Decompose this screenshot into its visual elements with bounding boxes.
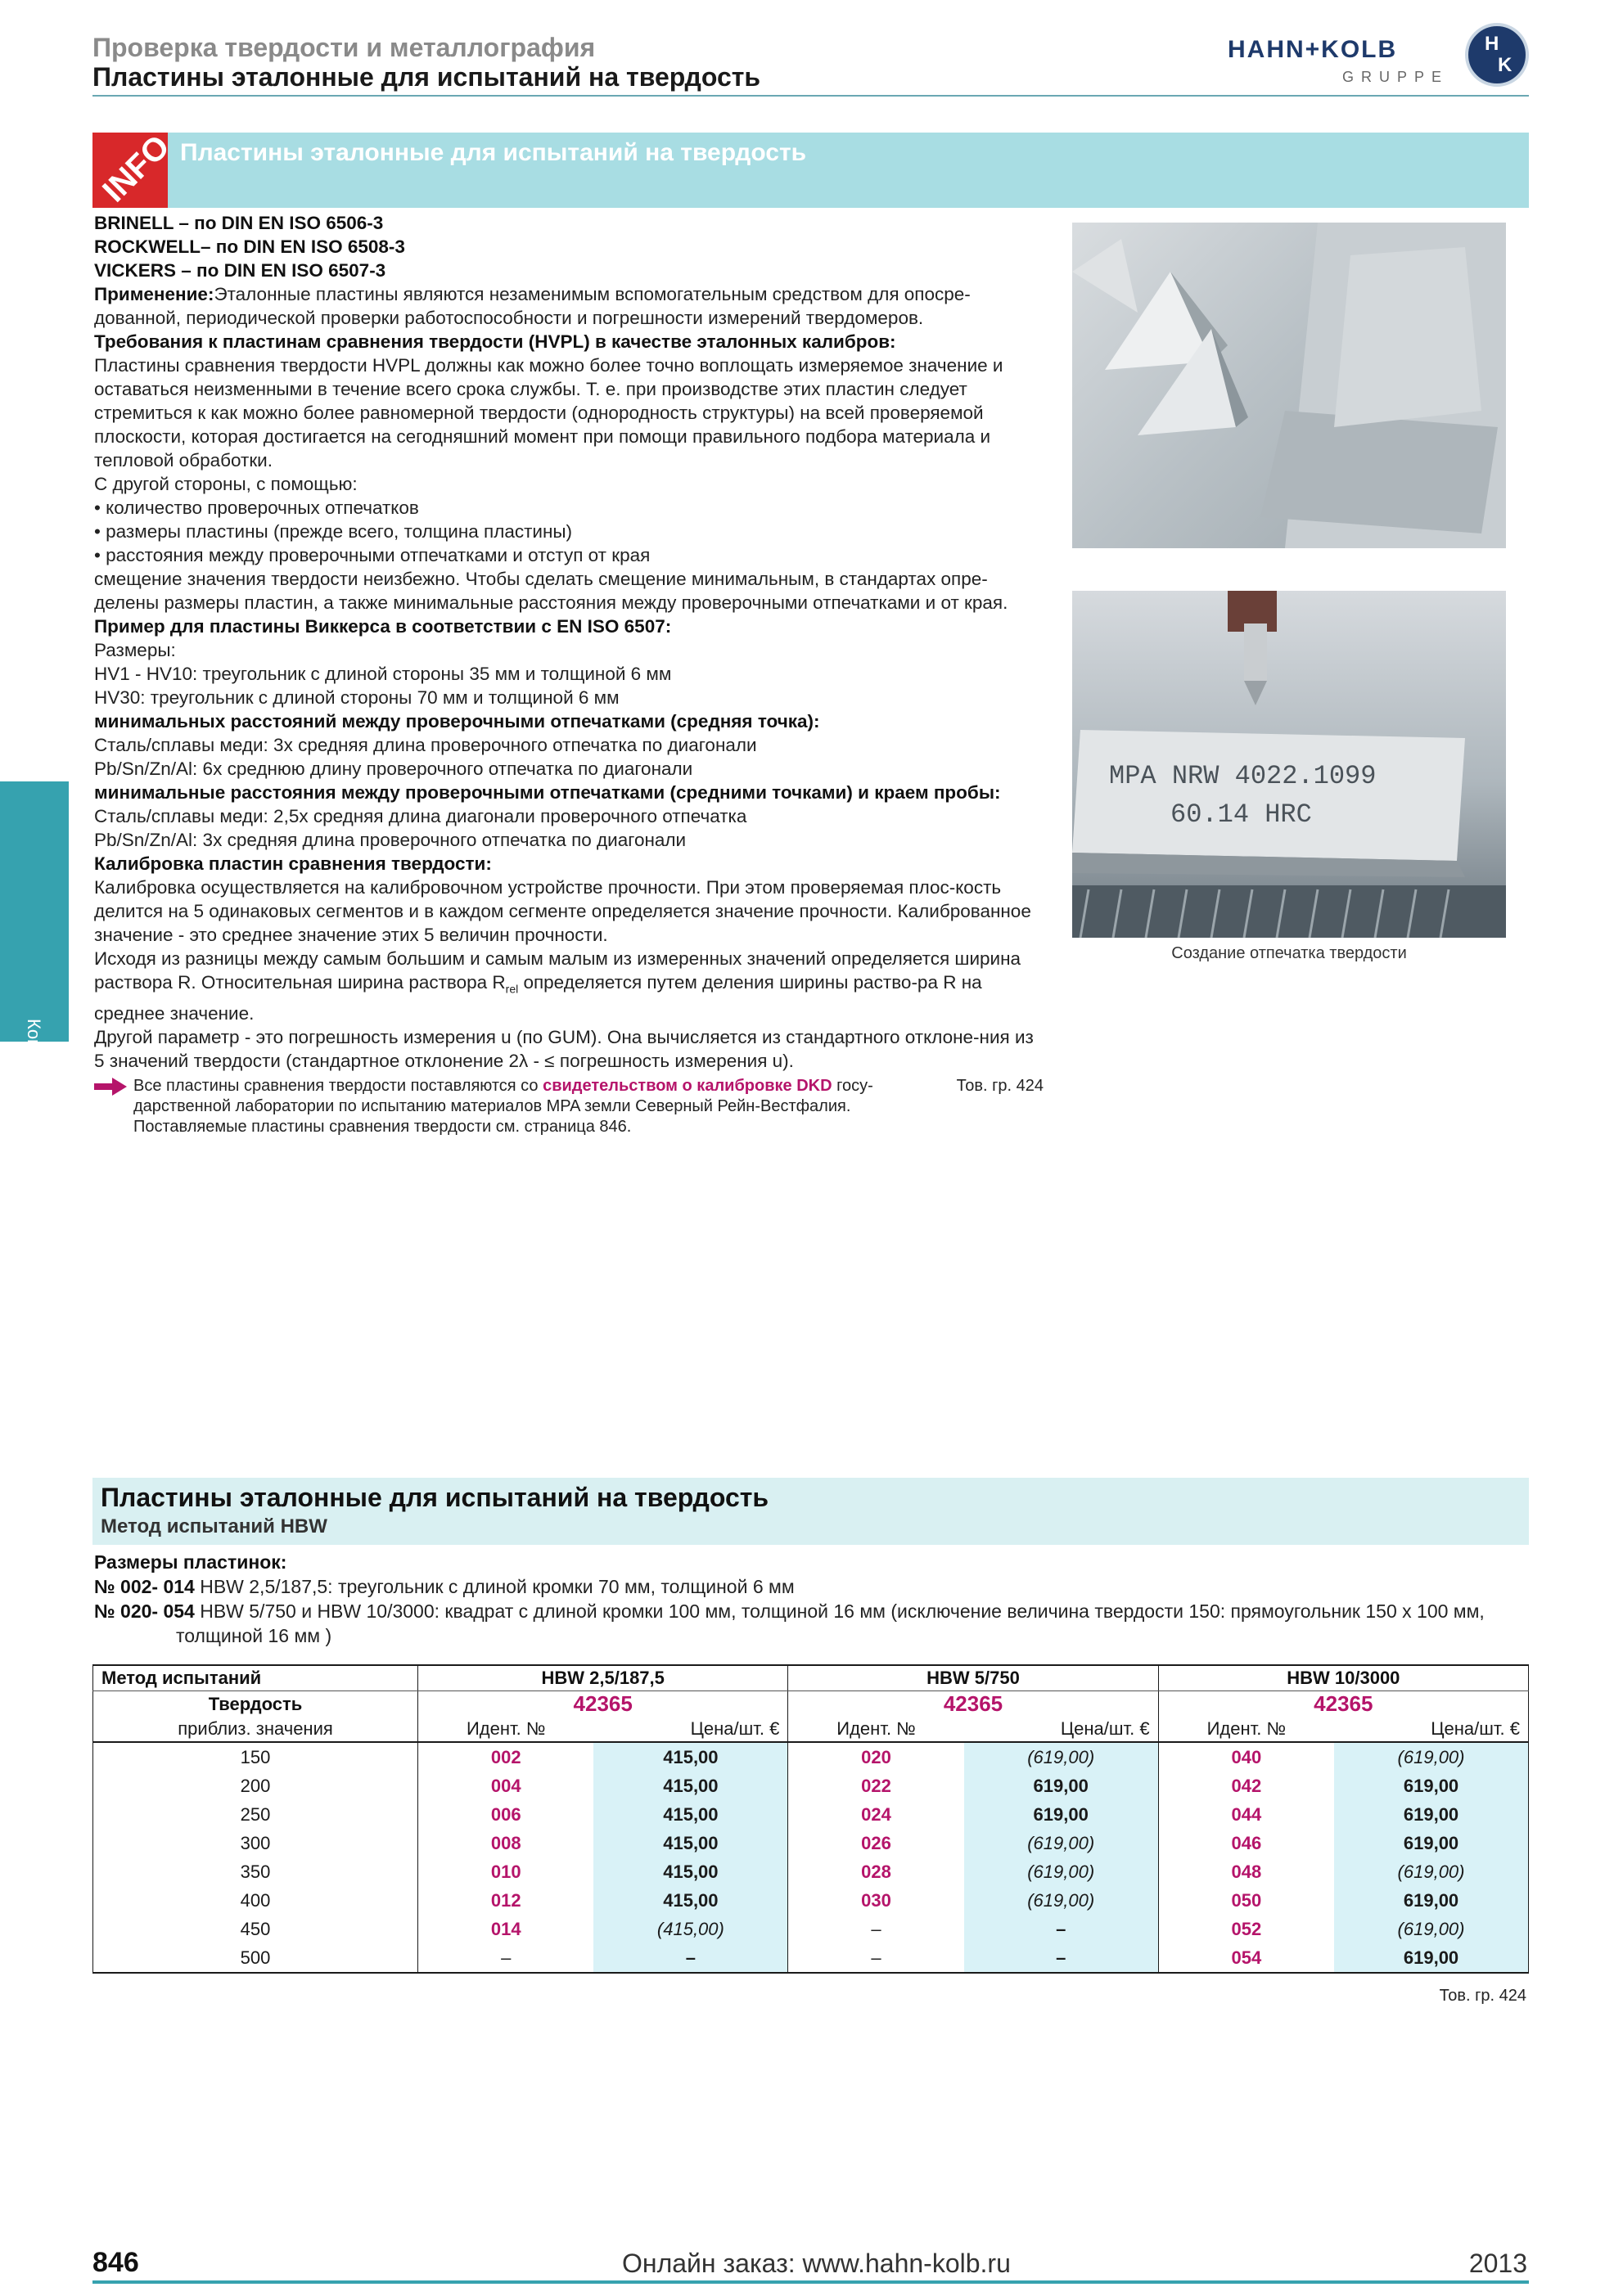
- hardness-value: 400: [93, 1886, 418, 1915]
- calibration-text: Калибровка осуществляется на калибровочном устройстве прочности. При этом проверяемая плос-кость делится на 5 одинаковых сегментов и в каждом сегменте определяется значение прочности. Калиброванное значение - это среднее значение этих 5 величин прочности.: [94, 877, 1031, 945]
- min-distance-pb: Pb/Sn/Zn/Al: 6х среднюю длину проверочного отпечатка по диагонали: [94, 759, 693, 779]
- bullet-text: расстояния между проверочными отпечатками и отступ от края: [106, 545, 651, 565]
- price-value: (415,00): [593, 1915, 787, 1943]
- price-value: 415,00: [593, 1886, 787, 1915]
- hardness-value: 200: [93, 1772, 418, 1800]
- sizes-code: № 020- 054: [94, 1600, 195, 1622]
- reference-plates-photo: [1072, 223, 1506, 548]
- price-label: Цена/шт. €: [593, 1717, 787, 1742]
- price-label: Цена/шт. €: [1334, 1717, 1528, 1742]
- application-label: Применение:: [94, 284, 214, 304]
- section2-title: Пластины эталонные для испытаний на твердость: [101, 1483, 769, 1512]
- ident-number: 026: [788, 1829, 964, 1857]
- min-distance-steel: Сталь/сплавы меди: 3х средняя длина проверочного отпечатка по диагонали: [94, 735, 757, 755]
- page-title: Пластины эталонные для испытаний на твердость: [92, 62, 761, 92]
- price-value: (619,00): [1334, 1857, 1528, 1886]
- table-header-row: [93, 1665, 1529, 1691]
- ident-number: 042: [1158, 1772, 1334, 1800]
- ident-number: 050: [1158, 1886, 1334, 1915]
- price-value: (619,00): [1334, 1915, 1528, 1943]
- shift-text: смещение значения твердости неизбежно. Чтобы сделать смещение минимальным, в стандартах опре-делены размеры пластин, а также минимальные расстояния между проверочными отпечатками и от края.: [94, 569, 1008, 613]
- table-row: [93, 1915, 1529, 1943]
- id-label: Идент. №: [1158, 1717, 1334, 1742]
- range-text: [94, 947, 1044, 1025]
- standard-vickers: VICKERS – по DIN EN ISO 6507-3: [94, 260, 386, 281]
- calibration-heading: Калибровка пластин сравнения твердости:: [94, 853, 492, 874]
- plate-engraving-line2: 60.14 HRC: [1170, 799, 1312, 830]
- price-value: 415,00: [593, 1857, 787, 1886]
- arrow-right-icon: [94, 1078, 127, 1096]
- id-label: Идент. №: [418, 1717, 594, 1742]
- ident-number: 044: [1158, 1800, 1334, 1829]
- table-row: [93, 1943, 1529, 1973]
- ident-number: 024: [788, 1800, 964, 1829]
- table-row: [93, 1742, 1529, 1772]
- info-badge-icon: [92, 128, 177, 209]
- price-value: (619,00): [964, 1829, 1158, 1857]
- group-number: 42365: [788, 1691, 1158, 1717]
- note-text-a: Все пластины сравнения твердости поставляются со: [133, 1076, 543, 1095]
- ident-number: –: [788, 1943, 964, 1973]
- ident-number: –: [418, 1943, 594, 1973]
- standard-brinell: BRINELL – по DIN EN ISO 6506-3: [94, 213, 384, 233]
- price-value: (619,00): [964, 1742, 1158, 1772]
- table-row: [93, 1829, 1529, 1857]
- bullet-item: • размеры пластины (прежде всего, толщина пластины): [94, 521, 573, 542]
- hardness-indentation-photo: [1072, 591, 1506, 938]
- hardness-value: 250: [93, 1800, 418, 1829]
- ident-number: 004: [418, 1772, 594, 1800]
- plate-engraving-line1: MPA NRW 4022.1099: [1109, 761, 1377, 791]
- ident-number: 012: [418, 1886, 594, 1915]
- ident-number: 014: [418, 1915, 594, 1943]
- footer-year: 2013: [1468, 2249, 1527, 2278]
- section2-text: [94, 1550, 1531, 1648]
- order-url: Онлайн заказ: www.hahn-kolb.ru: [622, 2249, 1011, 2278]
- price-value: (619,00): [1334, 1742, 1528, 1772]
- sizes-line-2: [94, 1599, 1531, 1648]
- section2-subtitle: Метод испытаний HBW: [101, 1515, 327, 1537]
- range-text-a: Исходя из разницы между самым большим и самым малым из измеренных значений определяется ширина раствора R. Относительная ширина раствора R: [94, 948, 1021, 993]
- sizes-text: HBW 2,5/187,5: треугольник с длиной кромки 70 мм, толщиной 6 мм: [194, 1576, 795, 1597]
- method-header: HBW 5/750: [788, 1665, 1158, 1691]
- price-value: 619,00: [964, 1772, 1158, 1800]
- logo-badge-letter: K: [1498, 54, 1513, 76]
- header-divider: [92, 95, 1529, 97]
- method-header: HBW 2,5/187,5: [418, 1665, 788, 1691]
- price-value: (619,00): [964, 1857, 1158, 1886]
- application-paragraph: [94, 282, 1044, 330]
- sizes-code: № 002- 014: [94, 1576, 195, 1597]
- logo-name: HAHN+KOLB: [1228, 36, 1398, 63]
- ident-number: 054: [1158, 1943, 1334, 1973]
- price-value: 415,00: [593, 1829, 787, 1857]
- hardness-value: 450: [93, 1915, 418, 1943]
- ident-number: 010: [418, 1857, 594, 1886]
- hardness-label: Твердость: [93, 1691, 418, 1717]
- reference-plates-illustration: [1072, 223, 1506, 548]
- bullet-item: • количество проверочных отпечатков: [94, 497, 419, 518]
- standard-rockwell: ROCKWELL– по DIN EN ISO 6508-3: [94, 236, 405, 257]
- price-value: 415,00: [593, 1800, 787, 1829]
- price-value: –: [964, 1943, 1158, 1973]
- info-body: [94, 211, 1044, 1137]
- product-table: [92, 1664, 1529, 1974]
- price-value: –: [964, 1915, 1158, 1943]
- other-side-text: С другой стороны, с помощью:: [94, 474, 358, 494]
- hardness-value: 150: [93, 1742, 418, 1772]
- price-value: 415,00: [593, 1772, 787, 1800]
- ident-number: 030: [788, 1886, 964, 1915]
- group-number: 42365: [418, 1691, 788, 1717]
- table-row: [93, 1800, 1529, 1829]
- ident-number: –: [788, 1915, 964, 1943]
- min-edge-pb: Pb/Sn/Zn/Al: 3х средняя длина проверочного отпечатка по диагонали: [94, 830, 687, 850]
- price-value: (619,00): [964, 1886, 1158, 1915]
- ident-number: 020: [788, 1742, 964, 1772]
- table-group-ref: Тов. гр. 424: [1439, 1987, 1526, 2005]
- sizes-line-1: [94, 1574, 1531, 1599]
- dimensions-label: Размеры:: [94, 640, 176, 660]
- hardness-value: 300: [93, 1829, 418, 1857]
- page-number: 846: [92, 2247, 139, 2278]
- table-group-row: [93, 1691, 1529, 1717]
- note-group-ref: Тов. гр. 424: [956, 1076, 1044, 1095]
- calibration-note: [94, 1076, 1044, 1137]
- logo-badge-icon: [1465, 23, 1529, 87]
- uncertainty-text: Другой параметр - это погрешность измерения u (по GUM). Она вычисляется из стандартного отклоне-ния из 5 значений твердости (стандартное отклонение 2λ - ≤ погрешность измерения u).: [94, 1026, 1034, 1071]
- hv30-dimensions: HV30: треугольник с длиной стороны 70 мм и толщиной 6 мм: [94, 687, 620, 708]
- min-edge-steel: Сталь/сплавы меди: 2,5х средняя длина диагонали проверочного отпечатка: [94, 806, 747, 826]
- table-row: [93, 1857, 1529, 1886]
- hardness-value: 350: [93, 1857, 418, 1886]
- sizes-label: Размеры пластинок:: [94, 1551, 287, 1573]
- hv1-dimensions: HV1 - HV10: треугольник с длиной стороны 35 мм и толщиной 6 мм: [94, 664, 672, 684]
- ident-number: 002: [418, 1742, 594, 1772]
- bullet-text: размеры пластины (прежде всего, толщина пластины): [106, 521, 573, 542]
- table-subheader-row: [93, 1717, 1529, 1742]
- table-body: [93, 1742, 1529, 1973]
- group-number: 42365: [1158, 1691, 1528, 1717]
- bullet-item: • расстояния между проверочными отпечатками и отступ от края: [94, 545, 651, 565]
- info-title: Пластины эталонные для испытаний на твердость: [180, 139, 807, 166]
- price-label: Цена/шт. €: [964, 1717, 1158, 1742]
- application-text: Эталонные пластины являются незаменимым вспомогательным средством для опосре-дованной, периодической проверки работоспособности и погрешности измерений твердомеров.: [94, 284, 971, 328]
- section-title: Проверка твердости и металлография: [92, 33, 596, 62]
- side-tab: [0, 781, 69, 1187]
- ident-number: 052: [1158, 1915, 1334, 1943]
- table-row: [93, 1886, 1529, 1915]
- range-text-b: определяется путем деления ширины раство-ра R на среднее значение.: [94, 972, 982, 1024]
- method-header: HBW 10/3000: [1158, 1665, 1528, 1691]
- ident-number: 048: [1158, 1857, 1334, 1886]
- id-label: Идент. №: [788, 1717, 964, 1742]
- image-caption: Создание отпечатка твердости: [1171, 944, 1407, 962]
- dkd-certificate-link: свидетельством о калибровке DKD: [543, 1076, 832, 1095]
- ident-number: 008: [418, 1829, 594, 1857]
- hahn-kolb-logo: [1228, 21, 1539, 95]
- min-distance-heading: минимальных расстояний между проверочными отпечатками (средняя точка):: [94, 711, 820, 732]
- sizes-text: HBW 5/750 и HBW 10/3000: квадрат с длиной кромки 100 мм, толщиной 16 мм (исключение величина твердости 150: прямоугольник 150 х 100 мм, толщиной 16 мм ): [176, 1600, 1485, 1646]
- price-value: 619,00: [1334, 1886, 1528, 1915]
- ident-number: 028: [788, 1857, 964, 1886]
- method-label: Метод испытаний: [93, 1665, 418, 1691]
- logo-subtitle: GRUPPE: [1342, 69, 1449, 85]
- ident-number: 040: [1158, 1742, 1334, 1772]
- price-value: 619,00: [1334, 1772, 1528, 1800]
- info-badge-label: INFO: [96, 128, 177, 209]
- range-subscript: rel: [505, 982, 519, 996]
- price-value: 619,00: [1334, 1800, 1528, 1829]
- hardness-value: 500: [93, 1943, 418, 1973]
- bullet-text: количество проверочных отпечатков: [106, 497, 419, 518]
- ident-number: 006: [418, 1800, 594, 1829]
- requirements-text: Пластины сравнения твердости HVPL должны как можно более точно воплощать измеряемое значение и оставаться неизменными в течение всего срока службы. Т. е. при производстве этих пластин следует стремиться к как можно более равномерной твердости (однородность структуры) на всей проверяемой плоскости, которая достигается на сегодняшний момент при помощи правильного подбора материала и тепловой обработки.: [94, 355, 1003, 470]
- price-value: –: [593, 1943, 787, 1973]
- price-value: 415,00: [593, 1742, 787, 1772]
- ident-number: 046: [1158, 1829, 1334, 1857]
- price-value: 619,00: [964, 1800, 1158, 1829]
- logo-badge-letter: H: [1485, 33, 1499, 55]
- footer-divider: [92, 2280, 1529, 2284]
- approx-label: приблиз. значения: [93, 1717, 418, 1742]
- min-edge-heading: минимальные расстояния между проверочными отпечатками (средними точками) и краем пробы:: [94, 782, 1001, 803]
- example-heading: Пример для пластины Виккерса в соответствии с EN ISO 6507:: [94, 616, 672, 637]
- price-value: 619,00: [1334, 1829, 1528, 1857]
- side-tab-label: Контрольный инстр.: [24, 1019, 44, 1187]
- table-row: [93, 1772, 1529, 1800]
- ident-number: 022: [788, 1772, 964, 1800]
- price-value: 619,00: [1334, 1943, 1528, 1973]
- note-text-b: госу-дарственной лаборатории по испытанию материалов MPA земли Северный Рейн-Вестфалия. Поставляемые пластины сравнения твердости см. страница 846.: [133, 1076, 873, 1136]
- requirements-heading: Требования к пластинам сравнения твердости (HVPL) в качестве эталонных калибров:: [94, 331, 896, 352]
